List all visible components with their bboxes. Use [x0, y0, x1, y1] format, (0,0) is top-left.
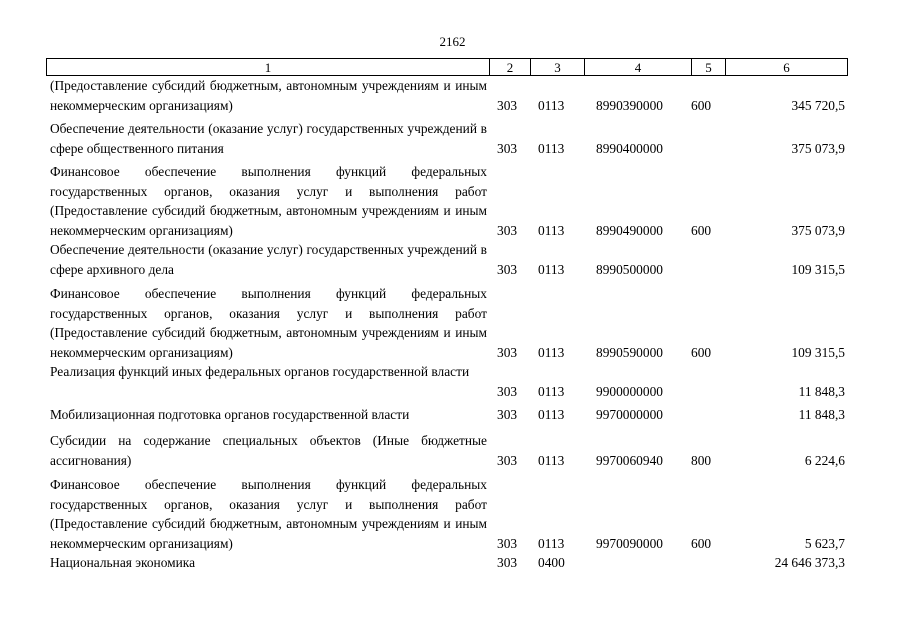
amount: 24 646 373,3 [774, 555, 845, 570]
amount: 109 315,5 [791, 344, 845, 360]
ministry-code: 303 [497, 222, 518, 238]
column-header-2: 2 [490, 59, 531, 76]
ministry-code: 303 [497, 383, 518, 399]
section-code: 0113 [538, 140, 565, 156]
column-header-4: 4 [585, 59, 692, 76]
row-description: Реализация функций иных федеральных органов государственной власти [50, 364, 470, 379]
ministry-code: 303 [497, 555, 518, 570]
target-article-code: 8990590000 [596, 344, 663, 360]
target-article-code: 9900000000 [596, 383, 663, 399]
column-header-table [46, 58, 848, 76]
target-article-code: 8990390000 [596, 97, 663, 113]
target-article-code: 8990500000 [596, 261, 663, 277]
column-header-row [47, 59, 848, 76]
row-description: Финансовое обеспечение выполнения функций федеральных государственных органов, оказания услуг и выполнения работ (Предоставление субсидий бюджетным, автономным учреждениям и иным некоммерческим организациям) [50, 477, 487, 551]
target-article-code: 9970000000 [596, 407, 663, 422]
amount: 109 315,5 [791, 261, 845, 277]
amount: 11 848,3 [798, 407, 845, 422]
expense-type-code: 600 [691, 535, 712, 551]
ministry-code: 303 [497, 261, 518, 277]
row-description: (Предоставление субсидий бюджетным, автономным учреждениям и иным некоммерческим организациям) [50, 78, 487, 113]
amount: 11 848,3 [798, 383, 845, 399]
ministry-code: 303 [497, 407, 518, 422]
target-article-code: 9970090000 [596, 535, 663, 551]
row-description: Обеспечение деятельности (оказание услуг) государственных учреждений в сфере общественного питания [50, 121, 487, 156]
section-code: 0113 [538, 452, 565, 468]
ministry-code: 303 [497, 452, 518, 468]
section-code: 0113 [538, 344, 565, 360]
section-code: 0113 [538, 261, 565, 277]
expense-type-code: 600 [691, 97, 712, 113]
ministry-code: 303 [497, 140, 518, 156]
column-header-1: 1 [47, 59, 490, 76]
ministry-code: 303 [497, 97, 518, 113]
expense-type-code: 800 [691, 452, 712, 468]
column-header-3: 3 [531, 59, 585, 76]
section-code: 0113 [538, 535, 565, 551]
row-description: Финансовое обеспечение выполнения функций федеральных государственных органов, оказания услуг и выполнения работ (Предоставление субсидий бюджетным, автономным учреждениям и иным некоммерческим организациям) [50, 164, 487, 238]
row-description: Национальная экономика [50, 555, 196, 570]
ministry-code: 303 [497, 535, 518, 551]
row-description: Мобилизационная подготовка органов государственной власти [50, 407, 410, 422]
target-article-code: 9970060940 [596, 452, 663, 468]
section-code: 0113 [538, 407, 565, 422]
column-header-6: 6 [726, 59, 848, 76]
section-code: 0113 [538, 383, 565, 399]
section-code: 0113 [538, 97, 565, 113]
expense-type-code: 600 [691, 344, 712, 360]
section-code: 0400 [538, 555, 565, 570]
section-code: 0113 [538, 222, 565, 238]
target-article-code: 8990400000 [596, 140, 663, 156]
amount: 375 073,9 [791, 140, 845, 156]
ministry-code: 303 [497, 344, 518, 360]
amount: 6 224,6 [804, 452, 845, 468]
page-number: 2162 [439, 34, 466, 49]
amount: 345 720,5 [791, 97, 845, 113]
amount: 5 623,7 [804, 535, 845, 551]
expense-type-code: 600 [691, 222, 712, 238]
amount: 375 073,9 [791, 222, 845, 238]
row-description: Финансовое обеспечение выполнения функций федеральных государственных органов, оказания услуг и выполнения работ (Предоставление субсидий бюджетным, автономным учреждениям и иным некоммерческим организациям) [50, 286, 487, 360]
row-description: Субсидии на содержание специальных объектов (Иные бюджетные ассигнования) [50, 433, 487, 468]
row-description: Обеспечение деятельности (оказание услуг) государственных учреждений в сфере архивного дела [50, 242, 487, 277]
column-header-5: 5 [692, 59, 726, 76]
target-article-code: 8990490000 [596, 222, 663, 238]
